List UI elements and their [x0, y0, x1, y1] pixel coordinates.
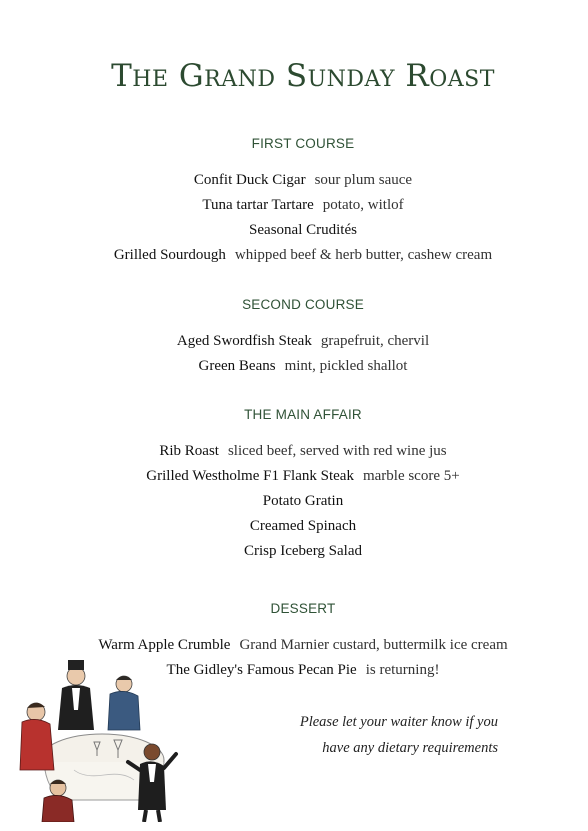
dish-description: marble score 5+ — [362, 468, 460, 484]
dish-name: Confit Duck Cigar — [193, 172, 306, 188]
menu-item — [0, 489, 588, 514]
menu-item — [0, 439, 588, 464]
menu-item — [0, 218, 588, 243]
dish-description: potato, witlof — [322, 197, 404, 213]
dish-name: Grilled Westholme F1 Flank Steak — [146, 468, 354, 484]
dietary-note-line: have any dietary requirements — [322, 740, 498, 756]
menu-item — [0, 243, 588, 268]
dish-name: Green Beans — [198, 358, 276, 374]
menu-item — [0, 514, 588, 539]
dish-name: Crisp Iceberg Salad — [243, 543, 363, 559]
dietary-note — [300, 709, 498, 761]
dish-description: grapefruit, chervil — [320, 333, 430, 349]
dish-name: Potato Gratin — [262, 493, 344, 509]
menu-item — [0, 464, 588, 489]
dish-description: Grand Marnier custard, buttermilk ice cream — [239, 637, 508, 653]
dining-scene-illustration — [14, 650, 179, 822]
section-main-affair — [0, 407, 588, 564]
dish-description: whipped beef & herb butter, cashew cream — [234, 247, 493, 263]
menu-item — [0, 329, 588, 354]
dietary-note-line: Please let your waiter know if you — [299, 714, 498, 730]
menu-item — [0, 193, 588, 218]
dish-description: mint, pickled shallot — [284, 358, 408, 374]
menu-item — [0, 168, 588, 193]
section-first-course — [0, 136, 588, 268]
section-heading: FIRST COURSE — [251, 136, 355, 151]
menu-item — [0, 539, 588, 564]
section-heading: DESSERT — [270, 601, 336, 616]
section-heading: THE MAIN AFFAIR — [244, 407, 362, 422]
menu-title: The Grand Sunday Roast — [111, 58, 495, 94]
dish-name: The Gidley's Famous Pecan Pie — [166, 662, 357, 678]
dish-name: Seasonal Crudités — [249, 222, 357, 238]
menu-item — [0, 354, 588, 379]
dish-name: Creamed Spinach — [249, 518, 357, 534]
dish-name: Rib Roast — [159, 443, 219, 459]
dish-description: sliced beef, served with red wine jus — [227, 443, 447, 459]
dish-description: sour plum sauce — [314, 172, 413, 188]
dish-name: Aged Swordfish Steak — [176, 333, 312, 349]
dish-description: is returning! — [365, 662, 440, 678]
dish-name: Tuna tartar Tartare — [202, 197, 314, 213]
dish-name: Warm Apple Crumble — [98, 637, 231, 653]
section-heading: SECOND COURSE — [242, 297, 364, 312]
dish-name: Grilled Sourdough — [113, 247, 226, 263]
section-second-course — [0, 297, 588, 379]
